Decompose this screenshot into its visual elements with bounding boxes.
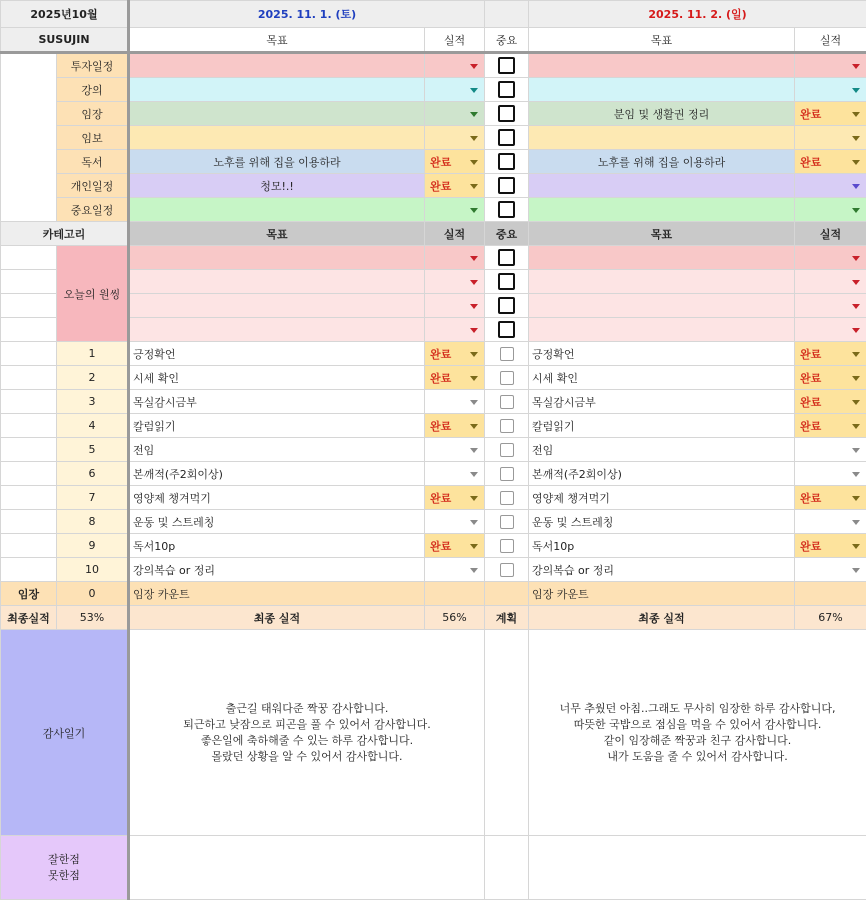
- routine-task[interactable]: 본깨적(주2회이상): [529, 462, 795, 486]
- chevron-down-icon[interactable]: [470, 280, 478, 285]
- result-value: 완료: [430, 347, 452, 361]
- routine-task[interactable]: 본깨적(주2회이상): [129, 462, 425, 486]
- routine-number[interactable]: 9: [57, 534, 129, 558]
- result-dropdown[interactable]: [795, 270, 866, 294]
- date-header-sun[interactable]: 2025. 11. 2. (일): [529, 1, 866, 28]
- goal-cell[interactable]: [529, 318, 795, 342]
- important-checkbox[interactable]: [485, 53, 529, 78]
- result-dropdown[interactable]: [425, 510, 485, 534]
- routine-task[interactable]: 영양제 챙겨먹기: [129, 486, 425, 510]
- checkbox-icon[interactable]: [500, 515, 514, 529]
- chevron-down-icon[interactable]: [852, 304, 860, 309]
- routine-number[interactable]: 2: [57, 366, 129, 390]
- result-value: 완료: [430, 179, 452, 193]
- routine-number[interactable]: 7: [57, 486, 129, 510]
- chevron-down-icon[interactable]: [470, 304, 478, 309]
- routine-task[interactable]: 시세 확인: [529, 366, 795, 390]
- chevron-down-icon[interactable]: [470, 112, 478, 117]
- checkbox-icon[interactable]: [498, 81, 515, 98]
- goal-cell[interactable]: [529, 126, 795, 150]
- imjang-label[interactable]: 임장: [1, 582, 57, 606]
- blank-cell[interactable]: [485, 836, 529, 900]
- goal-col-header[interactable]: 목표: [529, 28, 795, 53]
- result-dropdown[interactable]: [795, 558, 866, 582]
- goal-cell[interactable]: [129, 294, 425, 318]
- chevron-down-icon[interactable]: [470, 400, 478, 405]
- imjang-count-text[interactable]: 임장 카운트: [529, 582, 795, 606]
- goal-cell[interactable]: [529, 246, 795, 270]
- result-dropdown[interactable]: [425, 78, 485, 102]
- goal-cell[interactable]: [129, 78, 425, 102]
- result-value: 완료: [800, 539, 822, 553]
- routine-row: [1, 342, 866, 366]
- chevron-down-icon[interactable]: [852, 328, 860, 333]
- chevron-down-icon[interactable]: [852, 448, 860, 453]
- blank-cell[interactable]: [1, 462, 57, 486]
- result-value: 완료: [800, 395, 822, 409]
- routine-checkbox[interactable]: [485, 486, 529, 510]
- chevron-down-icon[interactable]: [852, 424, 860, 429]
- chevron-down-icon[interactable]: [852, 544, 860, 549]
- result-dropdown[interactable]: [795, 318, 866, 342]
- good-label: 잘한점: [48, 852, 80, 866]
- chevron-down-icon[interactable]: [852, 208, 860, 213]
- goal-cell[interactable]: 분임 및 생활권 정리: [529, 102, 795, 126]
- result-dropdown[interactable]: [425, 366, 485, 390]
- result-dropdown[interactable]: [425, 438, 485, 462]
- important-col-header[interactable]: 중요: [485, 222, 529, 246]
- goal-cell[interactable]: [129, 53, 425, 78]
- routine-checkbox[interactable]: [485, 342, 529, 366]
- chevron-down-icon[interactable]: [852, 256, 860, 261]
- result-col-header[interactable]: 실적: [795, 222, 866, 246]
- result-value: 완료: [800, 107, 822, 121]
- checkbox-icon[interactable]: [500, 443, 514, 457]
- bad-label: 못한점: [48, 868, 80, 882]
- routine-task[interactable]: 전임: [129, 438, 425, 462]
- result-dropdown[interactable]: [425, 294, 485, 318]
- month-cell[interactable]: 2025년10월: [1, 1, 129, 28]
- goal-cell[interactable]: [529, 78, 795, 102]
- goal-cell[interactable]: [529, 270, 795, 294]
- result-dropdown[interactable]: [425, 534, 485, 558]
- blank-cell[interactable]: [1, 510, 57, 534]
- result-value: 완료: [430, 539, 452, 553]
- routine-task[interactable]: 칼럼읽기: [529, 414, 795, 438]
- chevron-down-icon[interactable]: [470, 568, 478, 573]
- chevron-down-icon[interactable]: [470, 424, 478, 429]
- routine-checkbox[interactable]: [485, 390, 529, 414]
- plan-label[interactable]: 계획: [485, 606, 529, 630]
- routine-task[interactable]: 운동 및 스트레칭: [129, 510, 425, 534]
- review-label[interactable]: [1, 836, 129, 900]
- blank-cell[interactable]: [485, 582, 529, 606]
- routine-checkbox[interactable]: [485, 414, 529, 438]
- blank-cell[interactable]: [1, 246, 57, 270]
- routine-row: [1, 390, 866, 414]
- routine-task[interactable]: 강의복습 or 정리: [529, 558, 795, 582]
- imjang-count-text[interactable]: 임장 카운트: [129, 582, 425, 606]
- blank-cell[interactable]: [1, 53, 57, 222]
- routine-number[interactable]: 3: [57, 390, 129, 414]
- checkbox-icon[interactable]: [500, 419, 514, 433]
- goal-cell[interactable]: 노후를 위해 집을 이용하라: [129, 150, 425, 174]
- goal-cell[interactable]: [529, 174, 795, 198]
- routine-number[interactable]: 6: [57, 462, 129, 486]
- goal-col-header[interactable]: 목표: [129, 28, 425, 53]
- routine-checkbox[interactable]: [485, 438, 529, 462]
- important-checkbox[interactable]: [485, 102, 529, 126]
- onething-label[interactable]: 오늘의 원씽: [57, 246, 129, 342]
- important-checkbox[interactable]: [485, 294, 529, 318]
- result-dropdown[interactable]: [425, 270, 485, 294]
- blank-cell[interactable]: [425, 582, 485, 606]
- result-dropdown[interactable]: [425, 246, 485, 270]
- important-checkbox[interactable]: [485, 318, 529, 342]
- checkbox-icon[interactable]: [498, 177, 515, 194]
- chevron-down-icon[interactable]: [470, 160, 478, 165]
- chevron-down-icon[interactable]: [852, 496, 860, 501]
- routine-task[interactable]: 시세 확인: [129, 366, 425, 390]
- chevron-down-icon[interactable]: [852, 568, 860, 573]
- blank-cell[interactable]: [1, 342, 57, 366]
- result-value: 완료: [430, 155, 452, 169]
- routine-checkbox[interactable]: [485, 558, 529, 582]
- result-dropdown[interactable]: [425, 318, 485, 342]
- blank-cell[interactable]: [1, 438, 57, 462]
- row-label[interactable]: 독서: [57, 150, 129, 174]
- result-value: 완료: [800, 347, 822, 361]
- important-checkbox[interactable]: [485, 78, 529, 102]
- blank-cell[interactable]: [1, 294, 57, 318]
- checkbox-icon[interactable]: [498, 129, 515, 146]
- chevron-down-icon[interactable]: [470, 64, 478, 69]
- blank-cell[interactable]: [1, 366, 57, 390]
- result-dropdown[interactable]: [425, 486, 485, 510]
- chevron-down-icon[interactable]: [852, 520, 860, 525]
- routine-number[interactable]: 10: [57, 558, 129, 582]
- result-dropdown[interactable]: [425, 150, 485, 174]
- review-day2[interactable]: [529, 836, 866, 900]
- result-dropdown[interactable]: [795, 78, 866, 102]
- result-dropdown[interactable]: [795, 53, 866, 78]
- row-label[interactable]: 임보: [57, 126, 129, 150]
- checkbox-icon[interactable]: [500, 563, 514, 577]
- final-label[interactable]: 최종실적: [1, 606, 57, 630]
- checkbox-icon[interactable]: [500, 395, 514, 409]
- chevron-down-icon[interactable]: [470, 472, 478, 477]
- result-dropdown[interactable]: [795, 342, 866, 366]
- routine-task[interactable]: 칼럼읽기: [129, 414, 425, 438]
- routine-task[interactable]: 전임: [529, 438, 795, 462]
- chevron-down-icon[interactable]: [852, 112, 860, 117]
- result-col-header[interactable]: 실적: [795, 28, 866, 53]
- owner-cell[interactable]: SUSUJIN: [1, 28, 129, 53]
- result-dropdown[interactable]: [795, 366, 866, 390]
- goal-cell[interactable]: [529, 294, 795, 318]
- result-value: 완료: [430, 371, 452, 385]
- chevron-down-icon[interactable]: [470, 520, 478, 525]
- row-label[interactable]: 강의: [57, 78, 129, 102]
- routine-row: [1, 366, 866, 390]
- routine-row: [1, 534, 866, 558]
- chevron-down-icon[interactable]: [470, 256, 478, 261]
- result-dropdown[interactable]: [795, 414, 866, 438]
- goal-cell[interactable]: [129, 270, 425, 294]
- routine-row: [1, 558, 866, 582]
- goal-cell[interactable]: [529, 198, 795, 222]
- blank-cell[interactable]: [1, 486, 57, 510]
- important-checkbox[interactable]: [485, 270, 529, 294]
- routine-task[interactable]: 영양제 챙겨먹기: [529, 486, 795, 510]
- routine-list: [1, 342, 866, 582]
- routine-task[interactable]: 독서10p: [129, 534, 425, 558]
- chevron-down-icon[interactable]: [852, 160, 860, 165]
- chevron-down-icon[interactable]: [470, 328, 478, 333]
- chevron-down-icon[interactable]: [852, 472, 860, 477]
- chevron-down-icon[interactable]: [852, 400, 860, 405]
- result-value: 완료: [800, 419, 822, 433]
- routine-checkbox[interactable]: [485, 510, 529, 534]
- goal-cell[interactable]: 청모!.!: [129, 174, 425, 198]
- goal-cell[interactable]: [129, 198, 425, 222]
- result-dropdown[interactable]: [795, 462, 866, 486]
- result-dropdown[interactable]: [425, 342, 485, 366]
- result-dropdown[interactable]: [425, 462, 485, 486]
- chevron-down-icon[interactable]: [470, 136, 478, 141]
- chevron-down-icon[interactable]: [470, 448, 478, 453]
- chevron-down-icon[interactable]: [852, 376, 860, 381]
- routine-row: [1, 414, 866, 438]
- blank-cell[interactable]: [795, 582, 866, 606]
- imjang-count[interactable]: 0: [57, 582, 129, 606]
- blank-cell[interactable]: [1, 558, 57, 582]
- result-dropdown[interactable]: [795, 390, 866, 414]
- result-value: 완료: [430, 419, 452, 433]
- routine-task[interactable]: 강의복습 or 정리: [129, 558, 425, 582]
- chevron-down-icon[interactable]: [470, 208, 478, 213]
- result-dropdown[interactable]: [425, 126, 485, 150]
- result-dropdown[interactable]: [425, 414, 485, 438]
- row-label[interactable]: 투자일정: [57, 53, 129, 78]
- checkbox-icon[interactable]: [498, 105, 515, 122]
- chevron-down-icon[interactable]: [852, 88, 860, 93]
- routine-row: [1, 462, 866, 486]
- result-dropdown[interactable]: [425, 558, 485, 582]
- blank-cell[interactable]: [1, 270, 57, 294]
- goal-cell[interactable]: [529, 53, 795, 78]
- blank-cell[interactable]: [1, 414, 57, 438]
- checkbox-icon[interactable]: [500, 371, 514, 385]
- important-checkbox[interactable]: [485, 150, 529, 174]
- important-checkbox[interactable]: [485, 174, 529, 198]
- result-dropdown[interactable]: [795, 246, 866, 270]
- chevron-down-icon[interactable]: [852, 184, 860, 189]
- blank-cell[interactable]: [1, 390, 57, 414]
- checkbox-icon[interactable]: [500, 539, 514, 553]
- routine-task[interactable]: 긍정확언: [129, 342, 425, 366]
- routine-row: [1, 486, 866, 510]
- result-value: 완료: [800, 155, 822, 169]
- final-total[interactable]: 53%: [57, 606, 129, 630]
- row-label[interactable]: 임장: [57, 102, 129, 126]
- goal-cell[interactable]: [129, 102, 425, 126]
- chevron-down-icon[interactable]: [470, 352, 478, 357]
- row-label[interactable]: 개인일정: [57, 174, 129, 198]
- goal-cell[interactable]: 노후를 위해 집을 이용하라: [529, 150, 795, 174]
- date-header-sat[interactable]: 2025. 11. 1. (토): [129, 1, 485, 28]
- chevron-down-icon[interactable]: [852, 280, 860, 285]
- checkbox-icon[interactable]: [498, 297, 515, 314]
- checkbox-icon[interactable]: [498, 57, 515, 74]
- diary-day1[interactable]: 출근길 태워다준 짝꿍 감사합니다. 퇴근하고 낮잠으로 피곤을 풀 수 있어서 감사합니다. 좋은일에 축하해줄 수 있는 하루 감사합니다. 몰랐던 상황을 알 수 있어서 감사합니다.: [129, 630, 485, 836]
- result-dropdown[interactable]: [795, 534, 866, 558]
- diary-label[interactable]: 감사일기: [1, 630, 129, 836]
- chevron-down-icon[interactable]: [470, 88, 478, 93]
- blank-cell[interactable]: [485, 630, 529, 836]
- blank-cell[interactable]: [1, 534, 57, 558]
- important-col-header[interactable]: 중요: [485, 28, 529, 53]
- routine-number[interactable]: 1: [57, 342, 129, 366]
- result-dropdown[interactable]: [425, 174, 485, 198]
- checkbox-icon[interactable]: [500, 491, 514, 505]
- result-dropdown[interactable]: [795, 486, 866, 510]
- goal-col-header[interactable]: 목표: [129, 222, 425, 246]
- goal-col-header[interactable]: 목표: [529, 222, 795, 246]
- routine-number[interactable]: 4: [57, 414, 129, 438]
- chevron-down-icon[interactable]: [470, 544, 478, 549]
- routine-checkbox[interactable]: [485, 366, 529, 390]
- checkbox-icon[interactable]: [498, 201, 515, 218]
- routine-number[interactable]: 8: [57, 510, 129, 534]
- final-pct[interactable]: 56%: [425, 606, 485, 630]
- result-dropdown[interactable]: [795, 102, 866, 126]
- result-dropdown[interactable]: [795, 126, 866, 150]
- goal-cell[interactable]: [129, 126, 425, 150]
- routine-checkbox[interactable]: [485, 462, 529, 486]
- checkbox-icon[interactable]: [498, 273, 515, 290]
- result-dropdown[interactable]: [425, 53, 485, 78]
- routine-task[interactable]: 독서10p: [529, 534, 795, 558]
- diary-day2[interactable]: 너무 추웠던 아침..그래도 무사히 임장한 하루 감사합니다, 따뜻한 국밥으로 점심을 먹을 수 있어서 감사합니다. 같이 임장해준 짝꿍과 친구 감사합니다. 내가 도움을 줄 수 있어서 감사합니다.: [529, 630, 866, 836]
- checkbox-icon[interactable]: [500, 467, 514, 481]
- final-pct[interactable]: 67%: [795, 606, 866, 630]
- result-dropdown[interactable]: [795, 174, 866, 198]
- chevron-down-icon[interactable]: [470, 184, 478, 189]
- category-header[interactable]: 카테고리: [1, 222, 129, 246]
- result-col-header[interactable]: 실적: [425, 222, 485, 246]
- routine-task[interactable]: 목실감시금부: [129, 390, 425, 414]
- chevron-down-icon[interactable]: [470, 376, 478, 381]
- routine-task[interactable]: 긍정확언: [529, 342, 795, 366]
- result-dropdown[interactable]: [795, 438, 866, 462]
- result-dropdown[interactable]: [425, 390, 485, 414]
- result-value: 완료: [800, 371, 822, 385]
- result-value: 완료: [430, 491, 452, 505]
- result-dropdown[interactable]: [795, 198, 866, 222]
- final-title[interactable]: 최종 실적: [129, 606, 425, 630]
- row-label[interactable]: 중요일정: [57, 198, 129, 222]
- result-value: 완료: [800, 491, 822, 505]
- review-day1[interactable]: [129, 836, 485, 900]
- final-title[interactable]: 최종 실적: [529, 606, 795, 630]
- routine-row: [1, 510, 866, 534]
- result-dropdown[interactable]: [425, 198, 485, 222]
- result-dropdown[interactable]: [795, 150, 866, 174]
- important-checkbox[interactable]: [485, 246, 529, 270]
- important-checkbox[interactable]: [485, 198, 529, 222]
- result-dropdown[interactable]: [795, 294, 866, 318]
- routine-task[interactable]: 운동 및 스트레칭: [529, 510, 795, 534]
- chevron-down-icon[interactable]: [852, 64, 860, 69]
- routine-checkbox[interactable]: [485, 534, 529, 558]
- chevron-down-icon[interactable]: [852, 136, 860, 141]
- checkbox-icon[interactable]: [498, 249, 515, 266]
- important-checkbox[interactable]: [485, 126, 529, 150]
- checkbox-icon[interactable]: [498, 153, 515, 170]
- goal-cell[interactable]: [129, 318, 425, 342]
- chevron-down-icon[interactable]: [852, 352, 860, 357]
- routine-number[interactable]: 5: [57, 438, 129, 462]
- chevron-down-icon[interactable]: [470, 496, 478, 501]
- routine-task[interactable]: 목실감시금부: [529, 390, 795, 414]
- checkbox-icon[interactable]: [498, 321, 515, 338]
- goal-cell[interactable]: [129, 246, 425, 270]
- blank-cell[interactable]: [1, 318, 57, 342]
- routine-row: [1, 438, 866, 462]
- checkbox-icon[interactable]: [500, 347, 514, 361]
- result-col-header[interactable]: 실적: [425, 28, 485, 53]
- result-dropdown[interactable]: [425, 102, 485, 126]
- result-dropdown[interactable]: [795, 510, 866, 534]
